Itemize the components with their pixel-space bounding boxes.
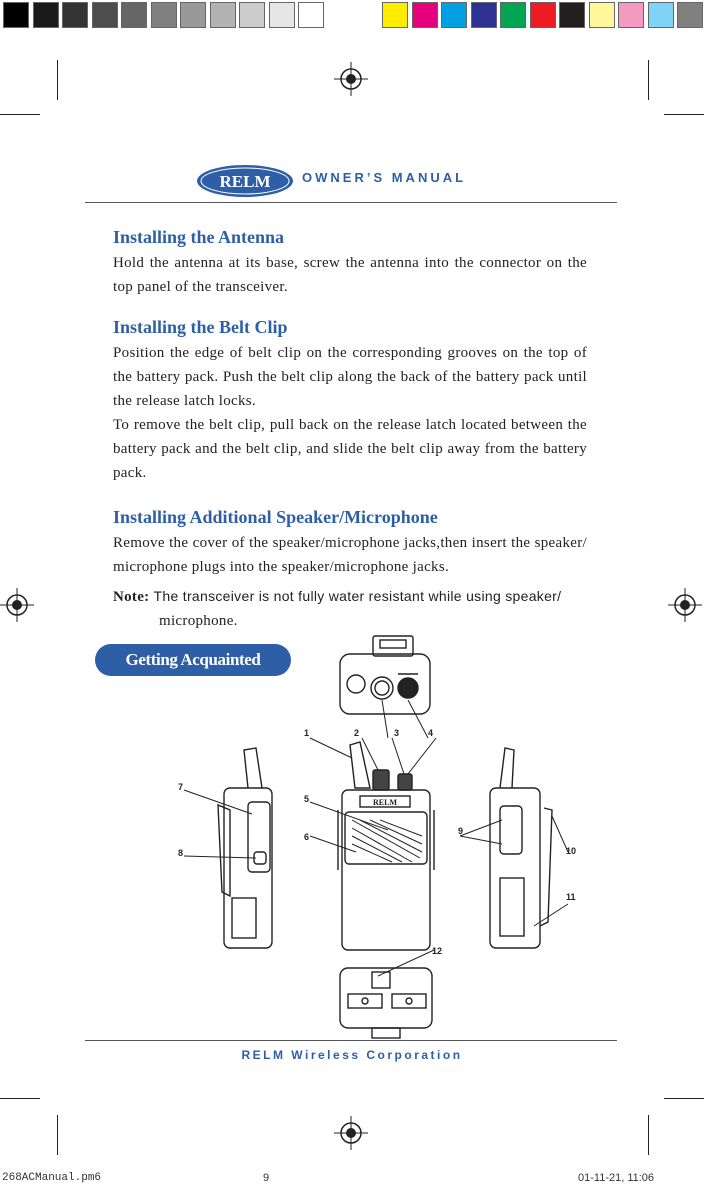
crop-mark — [664, 114, 704, 115]
company-name: RELM Wireless Corporation — [241, 1048, 463, 1062]
registration-mark-icon — [334, 62, 368, 96]
callout-10: 10 — [566, 846, 577, 856]
note-continuation: microphone. — [159, 613, 238, 629]
color-swatch — [298, 2, 324, 28]
crop-mark — [648, 60, 649, 100]
color-swatch — [382, 2, 408, 28]
color-swatch — [92, 2, 118, 28]
section-speaker-mic — [113, 505, 587, 579]
radio-diagram — [160, 630, 600, 1040]
color-swatch — [151, 2, 177, 28]
heading-belt-clip: Installing the Belt Clip — [113, 317, 288, 337]
color-swatch — [412, 2, 438, 28]
color-swatch — [530, 2, 556, 28]
relm-logo — [196, 164, 294, 198]
callout-9: 9 — [458, 826, 464, 836]
radio-front-logo: RELM — [373, 798, 397, 807]
color-swatch — [677, 2, 703, 28]
radio-right-view — [490, 748, 552, 948]
callout-5: 5 — [304, 794, 310, 804]
color-swatch — [3, 2, 29, 28]
color-swatch — [589, 2, 615, 28]
color-swatch — [269, 2, 295, 28]
callout-2: 2 — [354, 728, 360, 738]
callout-12: 12 — [432, 946, 443, 956]
color-swatch — [239, 2, 265, 28]
crop-mark — [57, 60, 58, 100]
crop-mark — [0, 114, 40, 115]
callout-3: 3 — [394, 728, 400, 738]
color-swatch — [500, 2, 526, 28]
logo-text: RELM — [219, 172, 271, 191]
paragraph: Hold the antenna at its base, screw the antenna into the connector on the top panel of the transceiver. — [113, 255, 587, 295]
registration-mark-icon — [334, 1116, 368, 1150]
color-swatch — [62, 2, 88, 28]
callout-7: 7 — [178, 782, 184, 792]
color-swatch — [33, 2, 59, 28]
section-label: OWNER’S MANUAL — [302, 170, 467, 185]
radio-top-view — [340, 636, 430, 714]
color-swatch — [121, 2, 147, 28]
paragraph: Position the edge of belt clip on the corresponding grooves on the top of the battery pack. Push the belt clip along the back of the battery pack until the release latch locks. — [113, 345, 587, 409]
section-belt-clip — [113, 315, 587, 485]
color-swatch — [471, 2, 497, 28]
crop-mark — [0, 1098, 40, 1099]
radio-left-view — [218, 748, 272, 948]
note-text: The transceiver is not fully water resistant while using speaker/ — [153, 588, 562, 604]
note-label: Note: — [113, 589, 150, 605]
crop-mark — [664, 1098, 704, 1099]
heading-speaker-mic: Installing Additional Speaker/Microphone — [113, 507, 438, 527]
note — [113, 584, 587, 633]
callout-1: 1 — [304, 728, 310, 738]
color-swatch — [210, 2, 236, 28]
color-swatch — [441, 2, 467, 28]
color-swatch — [648, 2, 674, 28]
slug-filename: 268ACManual.pm6 — [2, 1172, 102, 1184]
radio-bottom-view — [340, 968, 432, 1038]
section-antenna — [113, 225, 587, 299]
callout-8: 8 — [178, 848, 184, 858]
registration-mark-icon — [0, 588, 34, 622]
crop-mark — [648, 1115, 649, 1155]
footer-divider — [85, 1040, 617, 1041]
color-swatch — [180, 2, 206, 28]
slug-date: 01-11-21, 11:06 — [578, 1172, 655, 1184]
callout-6: 6 — [304, 832, 310, 842]
callout-4: 4 — [428, 728, 434, 738]
callout-11: 11 — [566, 892, 576, 902]
color-swatch — [618, 2, 644, 28]
crop-mark — [57, 1115, 58, 1155]
heading-antenna: Installing the Antenna — [113, 227, 285, 247]
slug-page-number: 9 — [263, 1172, 270, 1184]
paragraph: Remove the cover of the speaker/microphone jacks,then insert the speaker/ microphone plugs into the speaker/microphone jacks. — [113, 535, 587, 575]
registration-mark-icon — [668, 588, 702, 622]
getting-acquainted-badge: Getting Acquainted — [95, 644, 291, 676]
paragraph: To remove the belt clip, pull back on the release latch located between the battery pack and the belt clip, and slide the belt clip away from the battery pack. — [113, 417, 587, 481]
radio-front-view — [338, 742, 434, 950]
header-divider — [85, 202, 617, 203]
color-swatch — [559, 2, 585, 28]
